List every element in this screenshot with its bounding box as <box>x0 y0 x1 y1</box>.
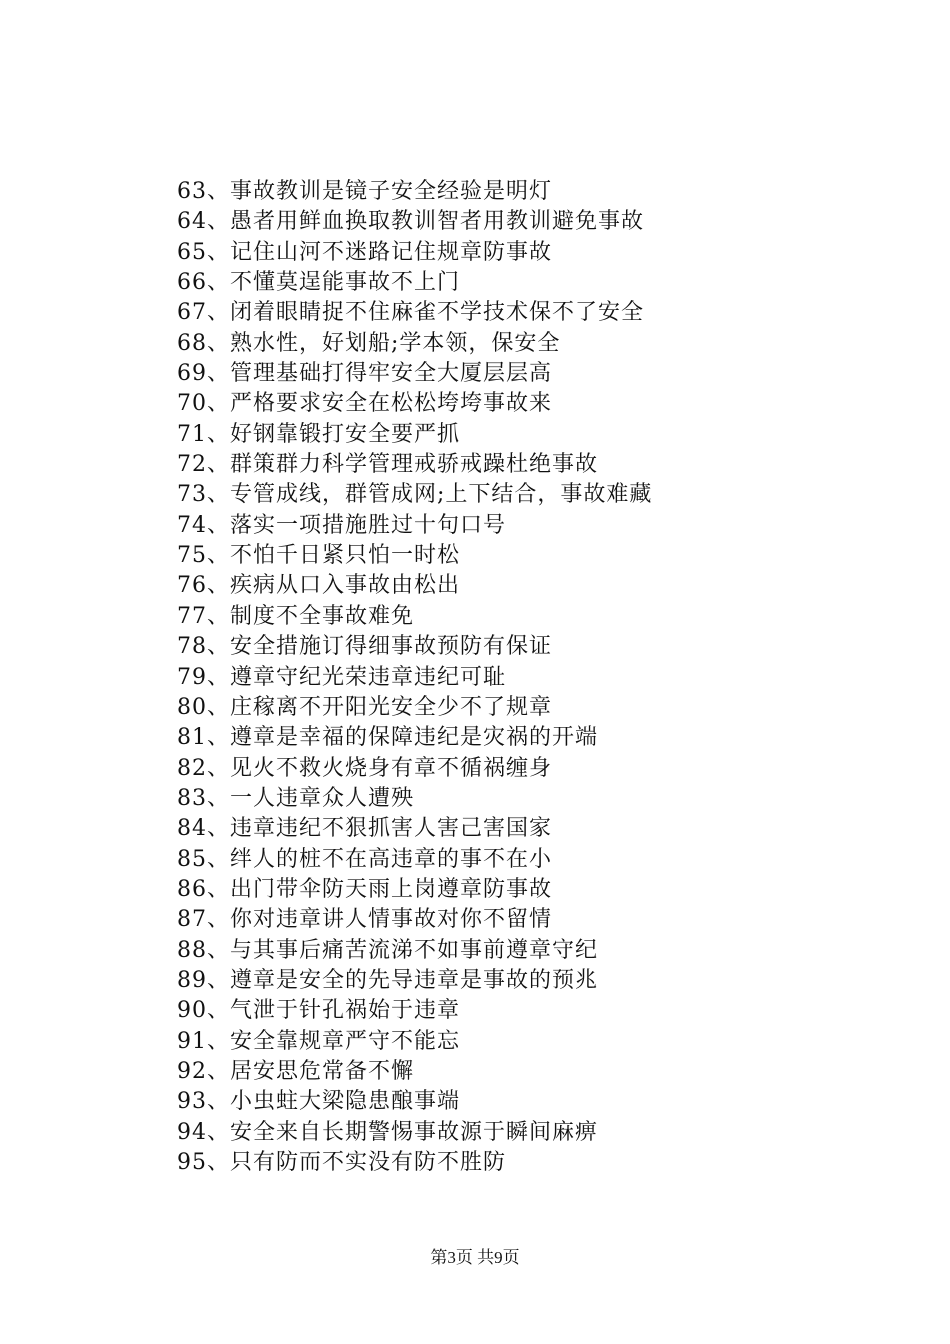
slogan-line: 92、居安思危常备不懈 <box>177 1058 414 1084</box>
slogan-line: 75、不怕千日紧只怕一时松 <box>177 543 460 569</box>
slogan-line: 66、不懂莫逞能事故不上门 <box>177 270 460 296</box>
slogan-line: 82、见火不救火烧身有章不循祸缠身 <box>177 755 552 781</box>
slogan-line: 72、群策群力科学管理戒骄戒躁杜绝事故 <box>177 452 598 478</box>
slogan-line: 93、小虫蛀大梁隐患酿事端 <box>177 1089 460 1115</box>
slogan-line: 88、与其事后痛苦流涕不如事前遵章守纪 <box>177 937 598 963</box>
slogan-line: 67、闭着眼睛捉不住麻雀不学技术保不了安全 <box>177 300 644 326</box>
slogan-list <box>177 177 652 1178</box>
slogan-line: 69、管理基础打得牢安全大厦层层高 <box>177 361 552 387</box>
page-number-footer: 第3页 共9页 <box>430 1248 520 1267</box>
slogan-line: 89、遵章是安全的先导违章是事故的预兆 <box>177 967 598 993</box>
slogan-line: 65、记住山河不迷路记住规章防事故 <box>177 239 552 265</box>
slogan-line: 83、一人违章众人遭殃 <box>177 785 414 811</box>
slogan-line: 63、事故教训是镜子安全经验是明灯 <box>177 179 552 204</box>
slogan-line: 95、只有防而不实没有防不胜防 <box>177 1150 506 1175</box>
slogan-line: 71、好钢靠锻打安全要严抓 <box>177 421 460 447</box>
slogan-line: 77、制度不全事故难免 <box>177 603 414 629</box>
slogan-line: 81、遵章是幸福的保障违纪是灾祸的开端 <box>177 725 598 751</box>
slogan-line: 94、安全来自长期警惕事故源于瞬间麻痹 <box>177 1119 598 1145</box>
slogan-line: 76、疾病从口入事故由松出 <box>177 573 460 599</box>
slogan-line: 74、落实一项措施胜过十句口号 <box>177 512 506 538</box>
slogan-line: 90、气泄于针孔祸始于违章 <box>177 998 460 1024</box>
slogan-line: 68、熟水性，好划船;学本领，保安全 <box>177 330 561 356</box>
slogan-line: 84、违章违纪不狠抓害人害己害国家 <box>177 816 552 842</box>
slogan-line: 73、专管成线，群管成网;上下结合，事故难藏 <box>177 482 653 508</box>
slogan-line: 91、安全靠规章严守不能忘 <box>177 1028 460 1054</box>
slogan-line: 78、安全措施订得细事故预防有保证 <box>177 634 552 660</box>
slogan-line: 64、愚者用鲜血换取教训智者用教训避免事故 <box>177 209 644 235</box>
slogan-line: 85、绊人的桩不在高违章的事不在小 <box>177 846 552 872</box>
slogan-line: 79、遵章守纪光荣违章违纪可耻 <box>177 664 506 690</box>
slogan-line: 87、你对违章讲人情事故对你不留情 <box>177 907 552 933</box>
slogan-line: 86、出门带伞防天雨上岗遵章防事故 <box>177 876 552 902</box>
slogan-line: 80、庄稼离不开阳光安全少不了规章 <box>177 694 552 720</box>
slogan-line: 70、严格要求安全在松松垮垮事故来 <box>177 391 552 417</box>
